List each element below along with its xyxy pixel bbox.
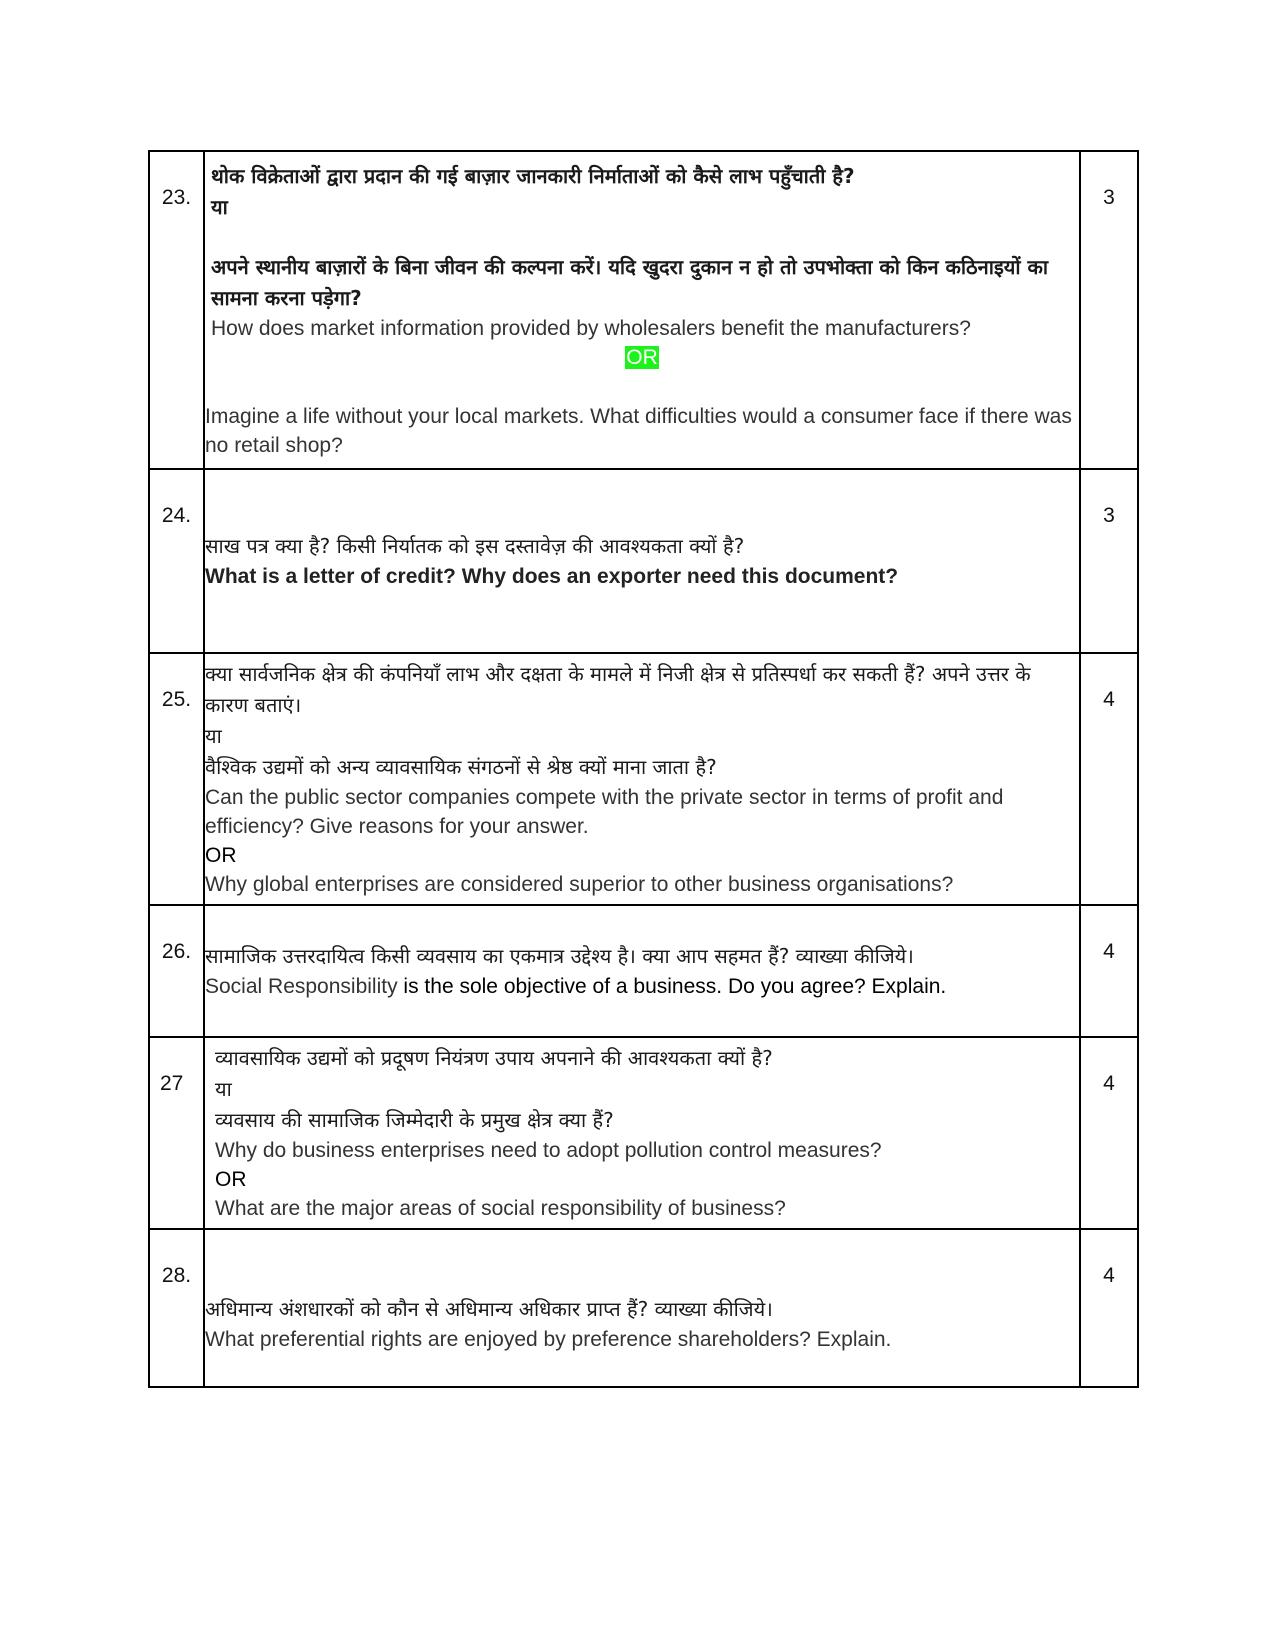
english-or: OR <box>205 844 237 867</box>
english-question-part2: is the sole objective of a business. Do you agree? Explain. <box>397 975 947 998</box>
question-row-28 <box>149 1229 1138 1387</box>
english-or: OR <box>215 1168 247 1191</box>
hindi-question-1: क्या सार्वजनिक क्षेत्र की कंपनियाँ लाभ और दक्षता के मामले में निजी क्षेत्र से प्रतिस्पर्धा कर सकती हैं? अपने उत्तर के कारण बताएं। <box>205 662 1031 717</box>
english-question-2: Why global enterprises are considered superior to other business organisations? <box>205 873 954 896</box>
english-question-2: What are the major areas of social responsibility of business? <box>215 1197 786 1220</box>
marks: 4 <box>1080 905 1138 1037</box>
hindi-or: या <box>211 194 228 219</box>
marks: 3 <box>1080 151 1138 469</box>
english-question-1: How does market information provided by wholesalers benefit the manufacturers? <box>211 316 971 340</box>
question-number: 26. <box>149 905 204 1037</box>
question-number: 28. <box>149 1229 204 1387</box>
english-question-part1: Social Responsibility <box>205 975 398 998</box>
question-row-23 <box>149 151 1138 469</box>
question-text <box>204 905 1080 1037</box>
marks: 4 <box>1080 1037 1138 1229</box>
question-text <box>204 151 1080 469</box>
question-row-24 <box>149 469 1138 653</box>
marks: 4 <box>1080 653 1138 905</box>
hindi-or: या <box>215 1077 232 1101</box>
question-text <box>204 1229 1080 1387</box>
hindi-question-1: साख पत्र क्या है? किसी निर्यातक को इस दस्तावेज़ की आवश्यकता क्यों है? <box>205 534 745 558</box>
question-number: 23. <box>149 151 204 469</box>
english-question-2: Imagine a life without your local markets. What difficulties would a consumer face if there was no retail shop? <box>205 404 1072 457</box>
question-number: 25. <box>149 653 204 905</box>
english-question-1 <box>205 972 1079 1001</box>
hindi-or: या <box>205 724 222 748</box>
question-text <box>204 469 1080 653</box>
english-question-1: What is a letter of credit? Why does an exporter need this document? <box>205 565 899 588</box>
hindi-question-1: सामाजिक उत्तरदायित्व किसी व्यवसाय का एकमात्र उद्देश्य है। क्या आप सहमत हैं? व्याख्या कीजिये। <box>205 944 914 968</box>
english-question-1: Can the public sector companies compete with the private sector in terms of profit and efficiency? Give reasons for your answer. <box>205 786 1004 838</box>
question-text <box>204 1037 1080 1229</box>
marks: 3 <box>1080 469 1138 653</box>
question-row-25 <box>149 653 1138 905</box>
question-row-27 <box>149 1037 1138 1229</box>
question-row-26 <box>149 905 1138 1037</box>
hindi-question-2: अपने स्थानीय बाज़ारों के बिना जीवन की कल्पना करें। यदि खुदरा दुकान न हो तो उपभोक्ता को किन कठिनाइयों का सामना करना पड़ेगा? <box>211 254 1049 310</box>
question-text <box>204 653 1080 905</box>
questions-table <box>148 150 1139 1388</box>
english-question-1: What preferential rights are enjoyed by preference shareholders? Explain. <box>205 1328 892 1351</box>
marks: 4 <box>1080 1229 1138 1387</box>
english-or: OR <box>626 345 658 369</box>
question-number: 24. <box>149 469 204 653</box>
hindi-question-1: व्यावसायिक उद्यमों को प्रदूषण नियंत्रण उपाय अपनाने की आवश्यकता क्यों है? <box>215 1046 773 1070</box>
english-question-1: Why do business enterprises need to adopt pollution control measures? <box>215 1139 882 1162</box>
hindi-question-2: वैश्विक उद्यमों को अन्य व्यावसायिक संगठनों से श्रेष्ठ क्यों माना जाता है? <box>205 755 717 779</box>
hindi-question-2: व्यवसाय की सामाजिक जिम्मेदारी के प्रमुख क्षेत्र क्या हैं? <box>215 1108 614 1132</box>
hindi-question-1: थोक विक्रेताओं द्वारा प्रदान की गई बाज़ार जानकारी निर्माताओं को कैसे लाभ पहुँचाती है? <box>211 163 855 188</box>
or-highlight <box>205 343 1079 373</box>
hindi-question-1: अधिमान्य अंशधारकों को कौन से अधिमान्य अधिकार प्राप्त हैं? व्याख्या कीजिये। <box>205 1297 773 1321</box>
question-number: 27 <box>149 1037 204 1229</box>
